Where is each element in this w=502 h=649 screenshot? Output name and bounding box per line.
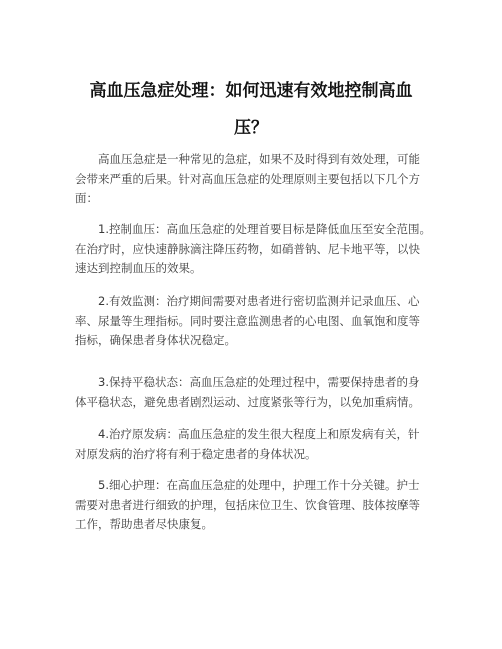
paragraph-line: 2.有效监测：治疗期间需要对患者进行密切监测并记录血压、心	[98, 294, 420, 308]
paragraph-primary-disease	[75, 425, 452, 464]
paragraph-monitoring	[75, 292, 452, 351]
paragraph-line: 面：	[75, 191, 98, 205]
paragraph-line: 指标，确保患者身体状况稳定。	[75, 333, 236, 347]
document-title	[60, 73, 442, 147]
paragraph-line: 5.细心护理：在高血压急症的处理中，护理工作十分关键。护士	[98, 478, 420, 492]
paragraph-nursing	[75, 476, 452, 535]
paragraph-line: 速达到控制血压的效果。	[75, 261, 202, 275]
paragraph-line: 高血压急症是一种常见的急症，如果不及时得到有效处理，可能	[98, 152, 420, 166]
paragraph-line: 体平稳状态，避免患者剧烈运动、过度紧张等行为，以免加重病情。	[75, 394, 420, 409]
paragraph-line: 4.治疗原发病：高血压急症的发生很大程度上和原发病有关，针	[98, 427, 420, 441]
paragraph-line: 会带来严重的后果。针对高血压急症的处理原则主要包括以下几个方	[75, 171, 420, 186]
paragraph-line: 1.控制血压：高血压急症的处理首要目标是降低血压至安全范围。	[98, 222, 431, 236]
paragraph-line: 率、尿量等生理指标。同时要注意监测患者的心电图、血氧饱和度等	[75, 313, 420, 328]
paragraph-line: 在治疗时，应快速静脉滴注降压药物，如硝普钠、尼卡地平等，以快	[75, 241, 420, 256]
paragraph-control-bp	[75, 220, 452, 279]
title-line-1: 高血压急症处理：如何迅速有效地控制高血	[89, 81, 413, 101]
paragraph-intro	[75, 150, 452, 209]
paragraph-line: 对原发病的治疗将有利于稳定患者的身体状况。	[75, 446, 317, 461]
paragraph-line: 工作，帮助患者尽快康复。	[75, 517, 213, 531]
paragraph-line: 3.保持平稳状态：高血压急症的处理过程中，需要保持患者的身	[98, 375, 420, 389]
paragraph-line: 需要对患者进行细致的护理，包括床位卫生、饮食管理、肢体按摩等	[75, 497, 420, 512]
paragraph-stability	[75, 373, 452, 412]
title-line-2: 压？	[234, 118, 268, 138]
